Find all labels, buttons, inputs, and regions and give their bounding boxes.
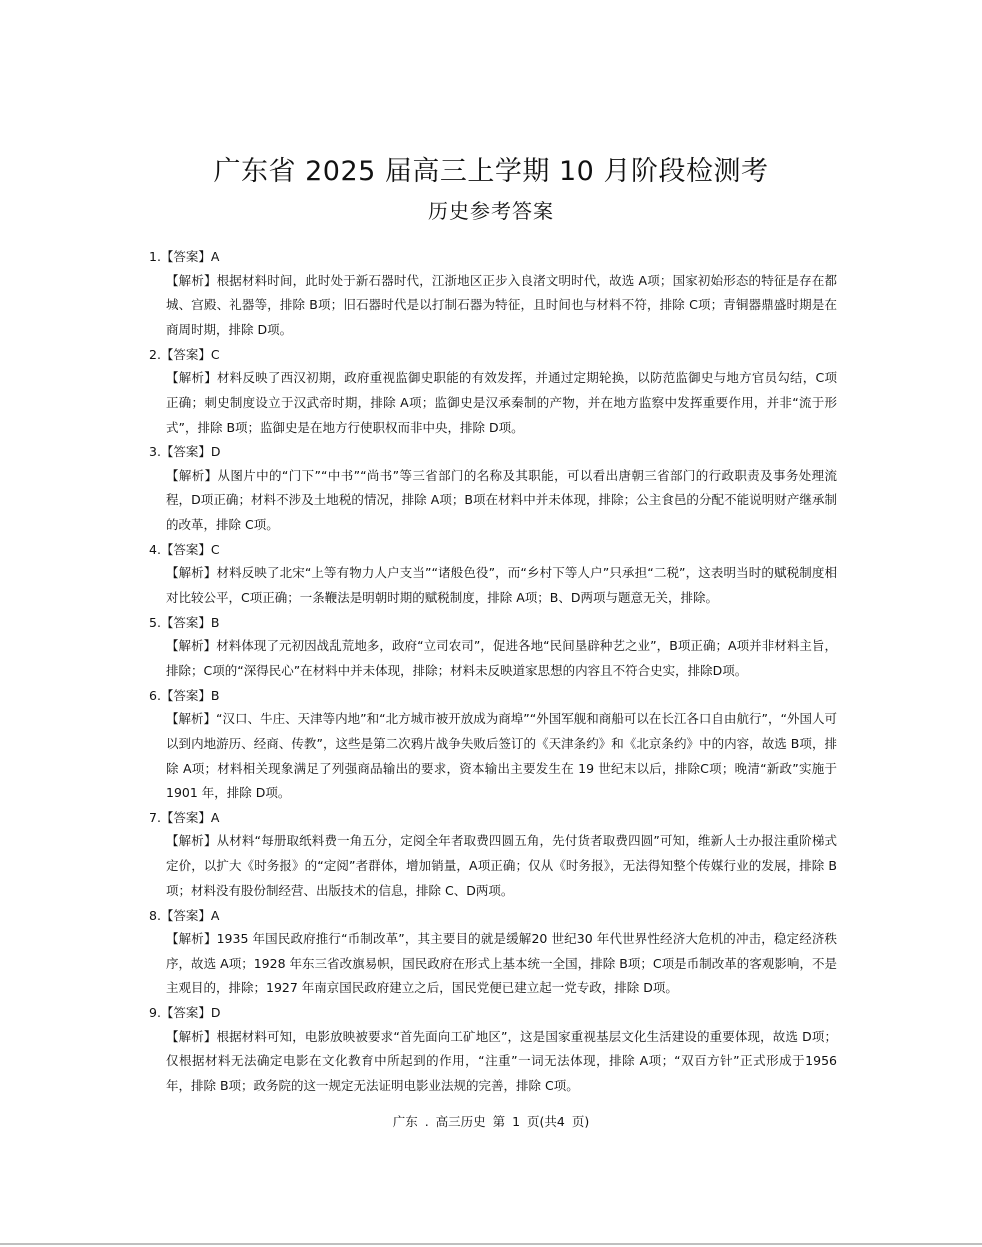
analysis-paragraph: 【解析】从图片中的“门下”“中书”“尚书”等三省部门的名称及其职能，可以看出唐朝三省部门的行政职责及事务处理流程，D项正确；材料不涉及土地税的情况，排除 A项；B项在材料中并未体现，排除；公主食邑的分配不能说明财产继承制的改革，排除 C项。 — [166, 467, 837, 533]
answer-line: 5.【答案】B — [149, 614, 220, 630]
document-subtitle: 历史参考答案 — [428, 199, 554, 223]
answer-line: 7.【答案】A — [149, 809, 220, 825]
question-item — [149, 685, 837, 806]
answer-line: 6.【答案】B — [149, 687, 220, 703]
analysis-paragraph: 【解析】根据材料可知，电影放映被要求“首先面向工矿地区”，这是国家重视基层文化生活建设的重要体现，故选 D项；仅根据材料无法确定电影在文化教育中所起到的作用，“注重”一词无法体现，排除 A项；“双百方针”正式形成于1956 年，排除 B项；政务院的这一规定无法证明电影业法规的完善，排除 C项。 — [166, 1028, 837, 1094]
answer-line: 9.【答案】D — [149, 1005, 221, 1021]
analysis-paragraph: 【解析】材料体现了元初因战乱荒地多，政府“立司农司”，促进各地“民间垦辟种艺之业”，B项正确；A项并非材料主旨，排除；C项的“深得民心”在材料中并未体现，排除；材料未反映道家思想的内容且不符合史实，排除D项。 — [166, 638, 837, 678]
question-item — [149, 344, 837, 441]
answer-line: 2.【答案】C — [149, 346, 220, 362]
document-title: 广东省 2025 届高三上学期 10 月阶段检测考 — [213, 156, 769, 187]
analysis-paragraph: 【解析】从材料“每册取纸料费一角五分，定阅全年者取费四圆五角，先付货者取费四圆”可知，维新人士办报注重阶梯式定价，以扩大《时务报》的“定阅”者群体，增加销量，A项正确；仅从《时务报》，无法得知整个传媒行业的发展，排除 B项；材料没有股份制经营、出版技术的信息，排除 C、D两项。 — [166, 833, 837, 898]
answer-list — [149, 246, 837, 1100]
answer-line: 4.【答案】C — [149, 541, 220, 557]
question-item — [149, 807, 837, 904]
question-item — [149, 1002, 837, 1099]
analysis-paragraph: 【解析】材料反映了西汉初期，政府重视监御史职能的有效发挥，并通过定期轮换，以防范监御史与地方官员勾结，C项正确；刺史制度设立于汉武帝时期，排除 A项；监御史是汉承秦制的产物，并在地方监察中发挥重要作用，并非“流于形式”，排除 B项；监御史是在地方行使职权而非中央，排除 D项。 — [166, 370, 837, 435]
question-item — [149, 246, 837, 343]
answer-line: 1.【答案】A — [149, 249, 220, 264]
analysis-paragraph: 【解析】材料反映了北宋“上等有物力人户支当”“诸般色役”，而“乡村下等人户”只承担“二税”，这表明当时的赋税制度相对比较公平，C项正确；一条鞭法是明朝时期的赋税制度，排除 A项；B、D两项与题意无关，排除。 — [166, 565, 837, 606]
answer-line: 3.【答案】D — [149, 444, 221, 460]
question-item — [149, 905, 837, 1002]
analysis-paragraph: 【解析】1935 年国民政府推行“币制改革”，其主要目的就是缓解20 世纪30 年代世界性经济大危机的冲击，稳定经济秩序，故选 A项；1928 年东三省改旗易帜，国民政府在形式上基本统一全国，排除 B项；C项是币制改革的客观影响，不是主观目的，排除；1927 年南京国民政府建立之后，国民党便已建立起一党专政，排除 D项。 — [166, 931, 837, 996]
page-footer: 广东 . 高三历史 第 1 页(共4 页) — [392, 1114, 590, 1129]
analysis-paragraph: 【解析】“汉口、牛庄、天津等内地”和“北方城市被开放成为商埠”“外国军舰和商船可以在长江各口自由航行”，“外国人可以到内地游历、经商、传教”，这些是第二次鸦片战争失败后签订的《天津条约》和《北京条约》中的内容，故选 B项，排除 A项；材料相关现象满足了列强商品输出的要求，资本输出主要发生在 19 世纪末以后，排除C项；晚清“新政”实施于 1901 年，排除 D项。 — [166, 711, 837, 801]
bottom-divider — [0, 1243, 982, 1245]
answer-line: 8.【答案】A — [149, 907, 220, 923]
question-item — [149, 441, 837, 538]
question-item — [149, 612, 837, 684]
analysis-paragraph: 【解析】根据材料时间，此时处于新石器时代，江浙地区正步入良渚文明时代，故选 A项；国家初始形态的特征是存在都城、宫殿、礼器等，排除 B项；旧石器时代是以打制石器为特征，且时间也与材料不符，排除 C项；青铜器鼎盛时期是在商周时期，排除 D项。 — [166, 272, 837, 337]
question-item — [149, 539, 837, 611]
